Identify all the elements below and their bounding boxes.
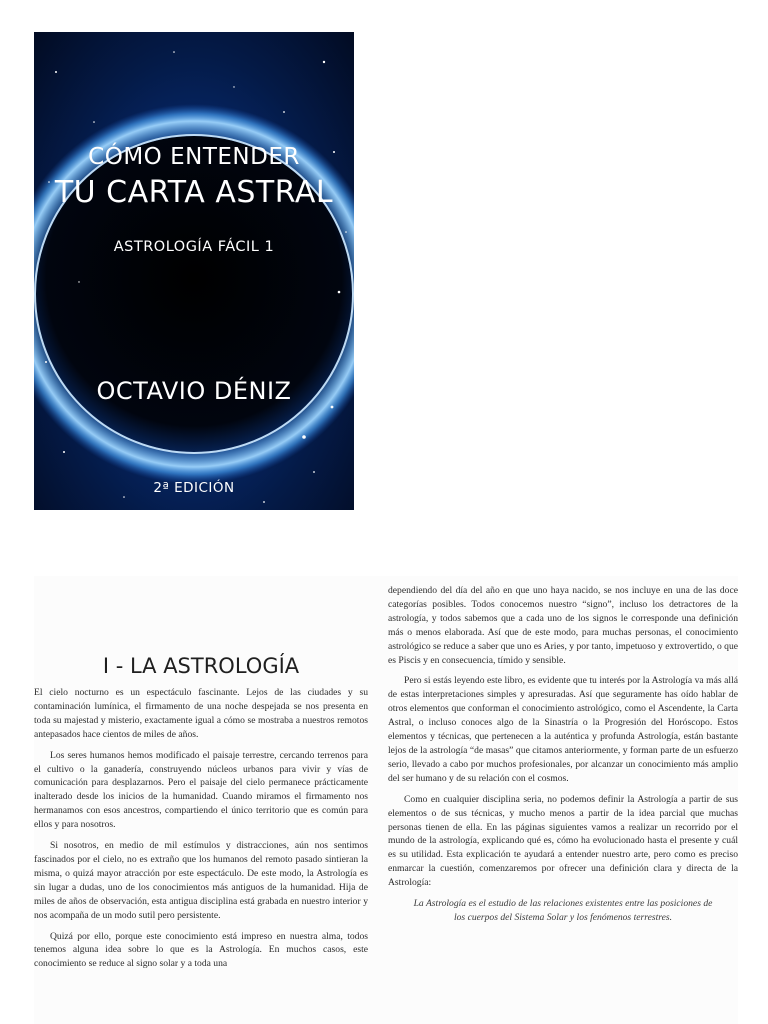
book-page bbox=[34, 576, 738, 1024]
cover-title-line2: TU CARTA ASTRAL bbox=[54, 175, 334, 210]
cover-edition: 2ª EDICIÓN bbox=[153, 480, 235, 496]
paragraph: Pero si estás leyendo este libro, es evidente que tu interés por la Astrología va más allá de estas interpretaciones simples y apresuradas. Así que seguramente has oído hablar de otros elementos que conforman el conocimiento astrológico, como el Ascendente, la Carta Astral, o incluso conoces algo de la Sinastría o la Progresión del Horóscopo. Estos elementos y técnicas, que pertenecen a la auténtica y profunda Astrología, están bastante lejos de la astrología “de masas” que citamos anteriormente, y forman parte de un esfuerzo serio, llevado a cabo por muchos profesionales, por alcanzar un conocimiento más amplio del ser humano y de su relación con el cosmos. bbox=[388, 675, 738, 784]
book-cover bbox=[34, 32, 354, 510]
cover-series: ASTROLOGÍA FÁCIL 1 bbox=[113, 239, 275, 255]
paragraph: Como en cualquier disciplina seria, no podemos definir la Astrología a partir de sus elementos o de sus técnicas, y mucho menos a partir de la idea parcial que muchas personas tienen de ella. En las páginas siguientes vamos a realizar un recorrido por el mundo de la astrología, explicando qué es, cómo ha evolucionado hasta el presente y cuál es su utilidad. Esta explicación te ayudará a entender nuestro arte, pero como es preciso enmarcar la cuestión, comenzaremos por ofrecer una definición clara y directa de la Astrología: bbox=[388, 793, 738, 889]
cover-author: OCTAVIO DÉNIZ bbox=[96, 377, 292, 405]
paragraph: dependiendo del día del año en que uno haya nacido, se nos incluye en una de las doce categorías posibles. Todos conocemos nuestro “signo”, incluso los detractores de la astrología, y todos sabemos que a cada uno de los signos le corresponde una definición más o menos elaborada. Así que de este modo, para muchas personas, el conocimiento astrológico se reduce a saber que uno es Aries, y por tanto, impetuoso y extrovertido, o que es Piscis y en consecuencia, tímido y sensible. bbox=[388, 585, 738, 666]
paragraph: Si nosotros, en medio de mil estímulos y distracciones, aún nos sentimos fascinados por el cielo, no es extraño que los humanos del remoto pasado sintieran la misma, o quizá mayor atracción por este espectáculo. De este modo, la Astrología es sin lugar a dudas, uno de los conocimientos más antiguos de la humanidad. Hija de miles de años de observación, esta antigua disciplina está grabada en nuestro interior y nos acompaña de un modo sutil pero persistente. bbox=[34, 840, 368, 921]
paragraph: El cielo nocturno es un espectáculo fascinante. Lejos de las ciudades y su contaminación lumínica, el firmamento de una noche despejada se nos presenta en toda su majestad y misterio, exactamente igual a cómo se mostraba a nuestros remotos antepasados hace cientos de miles de años. bbox=[34, 687, 368, 740]
paragraph: Quizá por ello, porque este conocimiento está impreso en nuestra alma, todos tenemos alguna idea sobre lo que es la Astrología. En muchos casos, este conocimiento se reduce al signo solar y a toda una bbox=[34, 930, 368, 970]
chapter-title: I - LA ASTROLOGÍA bbox=[102, 654, 300, 678]
paragraph: Los seres humanos hemos modificado el paisaje terrestre, cercando terrenos para el cultivo o la ganadería, construyendo núcleos urbanos para vivir y vías de comunicación para desplazarnos. Pero el paisaje del cielo permanece prácticamente inalterado desde los inicios de la humanidad. Cuando miramos el firmamento nos hermanamos con esos ancestros, compartiendo el único territorio que es común para ellos y para nosotros. bbox=[34, 749, 368, 831]
cover-title-line1: CÓMO ENTENDER bbox=[88, 144, 300, 170]
cover-artwork bbox=[34, 32, 354, 510]
definition-quote: La Astrología es el estudio de las relaciones existentes entre las posiciones de los cuerpos del Sistema Solar y los fenómenos terrestres. bbox=[413, 898, 713, 923]
